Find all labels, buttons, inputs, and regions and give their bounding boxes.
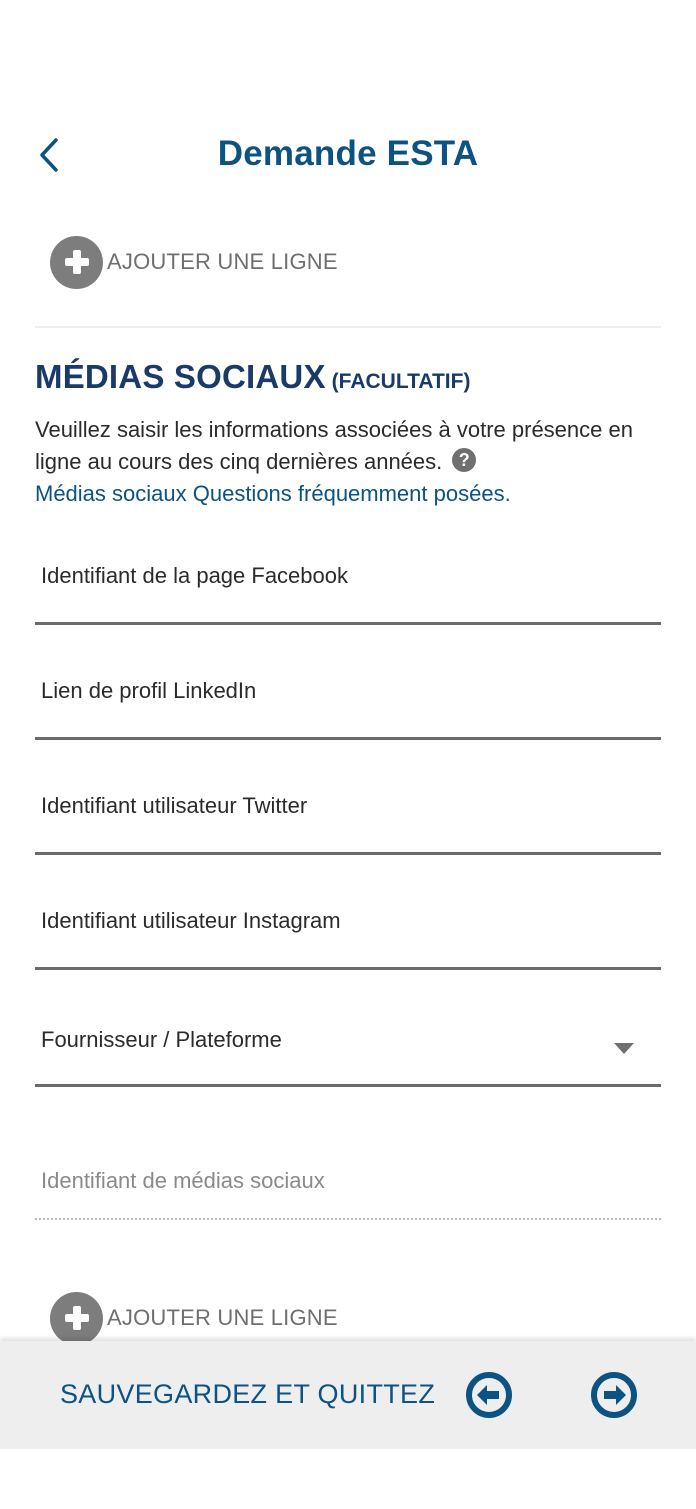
facebook-field[interactable]: [35, 545, 661, 625]
caret-down-icon: [614, 1043, 634, 1054]
social-media-id-placeholder: Identifiant de médias sociaux: [41, 1168, 325, 1193]
twitter-field-label: Identifiant utilisateur Twitter: [41, 793, 308, 818]
field-underline: [35, 967, 661, 970]
add-row-button-top[interactable]: [50, 235, 338, 289]
instagram-field-label: Identifiant utilisateur Instagram: [41, 908, 341, 933]
save-and-quit-button[interactable]: SAUVEGARDEZ ET QUITTEZ: [60, 1379, 436, 1409]
plus-circle-icon: [50, 236, 103, 289]
field-underline: [35, 1084, 661, 1087]
arrow-right-circle-icon: [590, 1371, 638, 1419]
twitter-field[interactable]: [35, 775, 661, 855]
instagram-field[interactable]: [35, 890, 661, 970]
linkedin-field[interactable]: [35, 660, 661, 740]
field-underline: [35, 737, 661, 740]
question-circle-icon[interactable]: ?: [452, 448, 476, 472]
provider-platform-label: Fournisseur / Plateforme: [41, 1027, 282, 1052]
section-description: [35, 414, 665, 510]
app-header: [0, 120, 696, 190]
social-media-id-field[interactable]: [35, 1140, 661, 1220]
add-row-button-bottom[interactable]: [50, 1291, 338, 1345]
section-optional-tag: (FACULTATIF): [331, 370, 471, 393]
field-underline: [35, 852, 661, 855]
previous-button[interactable]: [465, 1371, 513, 1419]
linkedin-field-label: Lien de profil LinkedIn: [41, 678, 257, 703]
section-title-main: MÉDIAS SOCIAUX: [35, 358, 326, 395]
add-row-label: AJOUTER UNE LIGNE: [107, 249, 338, 274]
section-title: [35, 358, 470, 396]
next-button[interactable]: [590, 1371, 638, 1419]
field-underline-dotted: [35, 1218, 661, 1220]
page-title: Demande ESTA: [217, 134, 479, 173]
arrow-left-circle-icon: [465, 1371, 513, 1419]
add-row-label: AJOUTER UNE LIGNE: [107, 1305, 338, 1330]
provider-platform-dropdown[interactable]: [35, 1007, 661, 1087]
faq-link[interactable]: Médias sociaux Questions fréquemment posées.: [35, 481, 511, 506]
plus-circle-icon: [50, 1292, 103, 1345]
section-divider: [35, 326, 661, 328]
description-text: Veuillez saisir les informations associées à votre présence en ligne au cours des cinq dernières années.: [35, 417, 633, 474]
footer-bar: [0, 1341, 696, 1449]
facebook-field-label: Identifiant de la page Facebook: [41, 563, 349, 588]
field-underline: [35, 622, 661, 625]
